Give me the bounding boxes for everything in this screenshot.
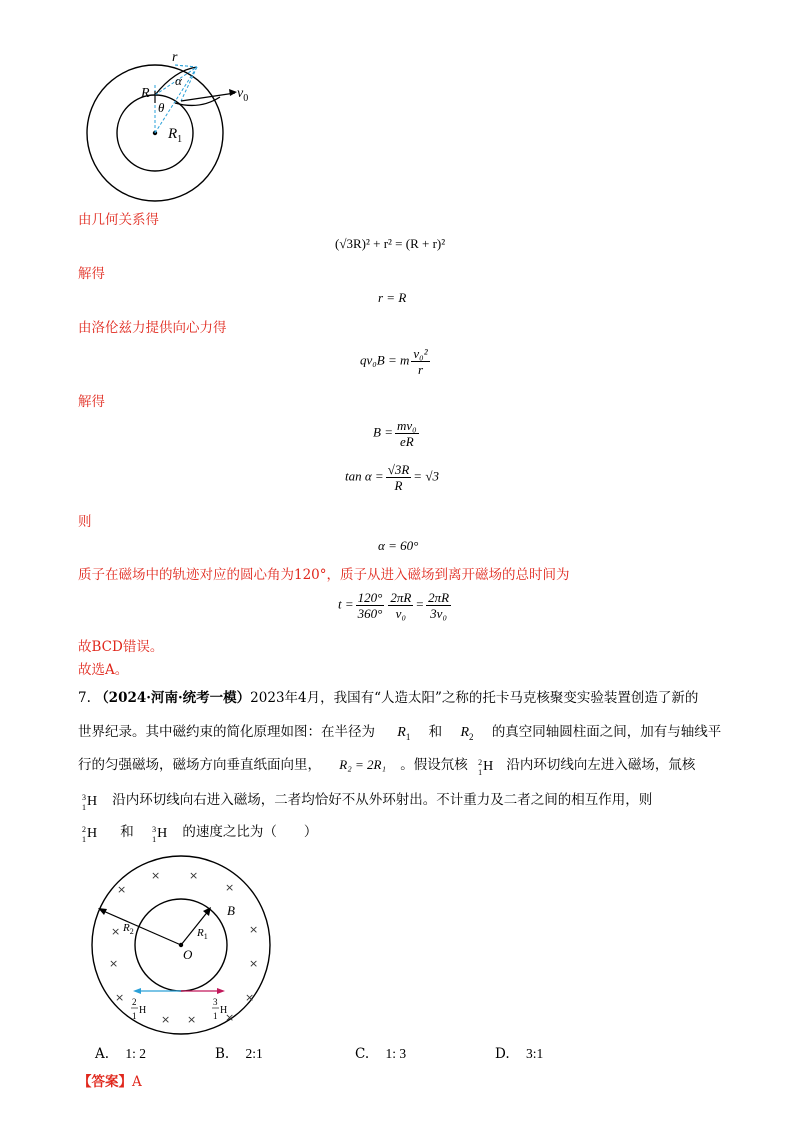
label-alpha: α [175, 73, 182, 88]
eq5-denominator: R [394, 478, 403, 493]
answer-line [78, 1072, 142, 1092]
field-cross: × [111, 925, 121, 938]
field-cross: × [187, 1013, 197, 1026]
option-C-letter: C. [355, 1046, 370, 1062]
field-cross: × [151, 869, 161, 882]
option-A-letter: A. [95, 1046, 110, 1062]
option-C-value: 1: 3 [385, 1046, 407, 1061]
label-deuterium-mass: 2 [132, 997, 137, 1007]
eq3-denominator: r [417, 362, 424, 377]
eq3-left: qv₀B = m [360, 352, 410, 368]
solution-line-solve1: 解得 [78, 266, 105, 282]
label-deuterium-z: 1 [132, 1011, 137, 1021]
tritium-arrowhead [217, 988, 225, 994]
solution-line-solve2: 解得 [78, 394, 105, 410]
option-A-value: 1: 2 [125, 1046, 146, 1061]
option-D-value: 3:1 [525, 1046, 544, 1061]
radius-R1-arrowhead [203, 907, 211, 916]
label-tritium-H: H [220, 1005, 228, 1016]
label-r: r [172, 50, 178, 65]
label-deuterium-H: H [139, 1005, 147, 1016]
nuclide-deuterium: 2 1 H [478, 757, 494, 777]
equation-B [373, 418, 421, 449]
eq4-numerator: mv₀ [396, 418, 417, 433]
eq7-f3-num: 2πR [428, 590, 450, 605]
eq7-f2-num: 2πR [390, 590, 412, 605]
eq7-f3-den: 3v₀ [430, 606, 447, 621]
question-text-2a: 世界纪录。其中磁约束的简化原理如图：在半径为 [78, 724, 375, 740]
answer-label: 【答案】 [78, 1074, 132, 1090]
deuterium-arrowhead [133, 988, 141, 994]
option-C[interactable] [355, 1044, 406, 1064]
eq7-t: t = [338, 596, 354, 612]
symbol-R1: $R_1$ [397, 725, 411, 742]
velocity-arrow [181, 93, 235, 101]
question-7-line3 [78, 755, 695, 775]
velocity-arrowhead [229, 89, 237, 96]
option-D-letter: D. [495, 1046, 510, 1062]
option-A[interactable] [95, 1044, 146, 1064]
field-cross: × [249, 957, 259, 970]
label-v0: $v_0$ [237, 86, 249, 104]
dashed-line [175, 65, 197, 67]
nuclide-deuterium-2: 2 1 H [82, 824, 98, 844]
label-theta: θ [158, 100, 165, 115]
radius-R2-arrowhead [98, 908, 107, 915]
question-text-3a: 行的匀强磁场，磁场方向垂直纸面向里， [78, 757, 321, 773]
label-tritium-mass: 3 [213, 997, 218, 1007]
field-cross: × [225, 881, 235, 894]
field-cross: × [225, 1011, 235, 1024]
question-number: 7. [78, 690, 91, 706]
solution-line-lorentz: 由洛伦兹力提供向心力得 [78, 320, 227, 336]
solution-line-then: 则 [78, 514, 92, 530]
eq7-f1-den: 360° [357, 606, 383, 621]
option-B-value: 2:1 [245, 1046, 263, 1061]
equation-r-equals-R: r = R [378, 290, 407, 305]
eq4-denominator: eR [399, 434, 414, 449]
nuclide-tritium: 3 1 H [82, 792, 98, 812]
question-7-line1 [78, 688, 698, 708]
label-R1: $R_1$ [168, 126, 183, 145]
nuclide-tritium-2: 3 1 H [152, 824, 168, 844]
question-text-5b: 的速度之比为（ ） [182, 824, 318, 840]
figure-magnetic-confinement [85, 855, 285, 1040]
eq5-right: = √3 [413, 468, 439, 484]
answer-value: A [132, 1074, 142, 1090]
label-R1: $R_1$ [197, 927, 208, 941]
question-text-3b: 。假设氘核 [400, 757, 468, 773]
equation-alpha-60: α = 60° [378, 538, 419, 553]
option-B-letter: B. [215, 1046, 230, 1062]
option-D[interactable] [495, 1044, 543, 1064]
solution-line-choose-a: 故选A。 [78, 662, 129, 678]
eq4-left: B = [373, 424, 393, 440]
question-7-line5 [82, 822, 317, 842]
equation-lorentz [360, 346, 432, 377]
eq7-f1-num: 120° [357, 590, 383, 605]
question-text-2b: 的真空同轴圆柱面之间，加有与轴线平 [491, 724, 722, 740]
relation-R2-2R1: R₂ = 2R₁ [339, 757, 386, 772]
word-and-2: 和 [120, 824, 134, 840]
eq7-equals: = [415, 596, 425, 612]
question-7-line2 [78, 722, 721, 747]
equation-tan-alpha [345, 462, 439, 493]
field-cross: × [115, 991, 125, 1004]
eq7-f2-den: v₀ [395, 606, 406, 621]
equation-geometry: (√3R)² + r² = (R + r)² [335, 236, 446, 251]
equation-time [338, 590, 453, 621]
word-and: 和 [428, 724, 443, 740]
label-B: B [227, 903, 235, 918]
question-text-1: 2023年4月，我国有“人造太阳”之称的托卡马克核聚变实验装置创造了新的 [250, 690, 699, 706]
solution-line-bcd-wrong: 故BCD错误。 [78, 639, 164, 655]
option-B[interactable] [215, 1044, 263, 1064]
symbol-R2: $R_2$ [460, 725, 474, 742]
question-7-line4 [82, 790, 652, 810]
label-R: R [141, 86, 150, 101]
label-R2: $R_2$ [123, 922, 134, 936]
figure-proton-trajectory [85, 45, 265, 205]
label-tritium-z: 1 [213, 1011, 218, 1021]
solution-line-central-angle: 质子在磁场中的轨迹对应的圆心角为120°，质子从进入磁场到离开磁场的总时间为 [78, 567, 570, 583]
field-cross: × [245, 991, 255, 1004]
field-cross: × [117, 883, 127, 896]
label-O: O [183, 947, 193, 962]
field-cross: × [249, 923, 259, 936]
eq3-numerator: v₀² [413, 346, 428, 361]
field-cross: × [161, 1013, 171, 1026]
eq5-numerator: √3R [387, 462, 410, 477]
question-text-3c: 沿内环切线向左进入磁场，氚核 [506, 757, 696, 773]
eq5-left: tan α = [345, 468, 384, 484]
solution-line-geometry: 由几何关系得 [78, 212, 159, 228]
question-source: （2024·河南·统考一模） [95, 690, 251, 706]
field-cross: × [109, 957, 119, 970]
field-cross: × [189, 869, 199, 882]
question-text-4: 沿内环切线向右进入磁场，二者均恰好不从外环射出。不计重力及二者之间的相互作用，则 [112, 792, 653, 808]
